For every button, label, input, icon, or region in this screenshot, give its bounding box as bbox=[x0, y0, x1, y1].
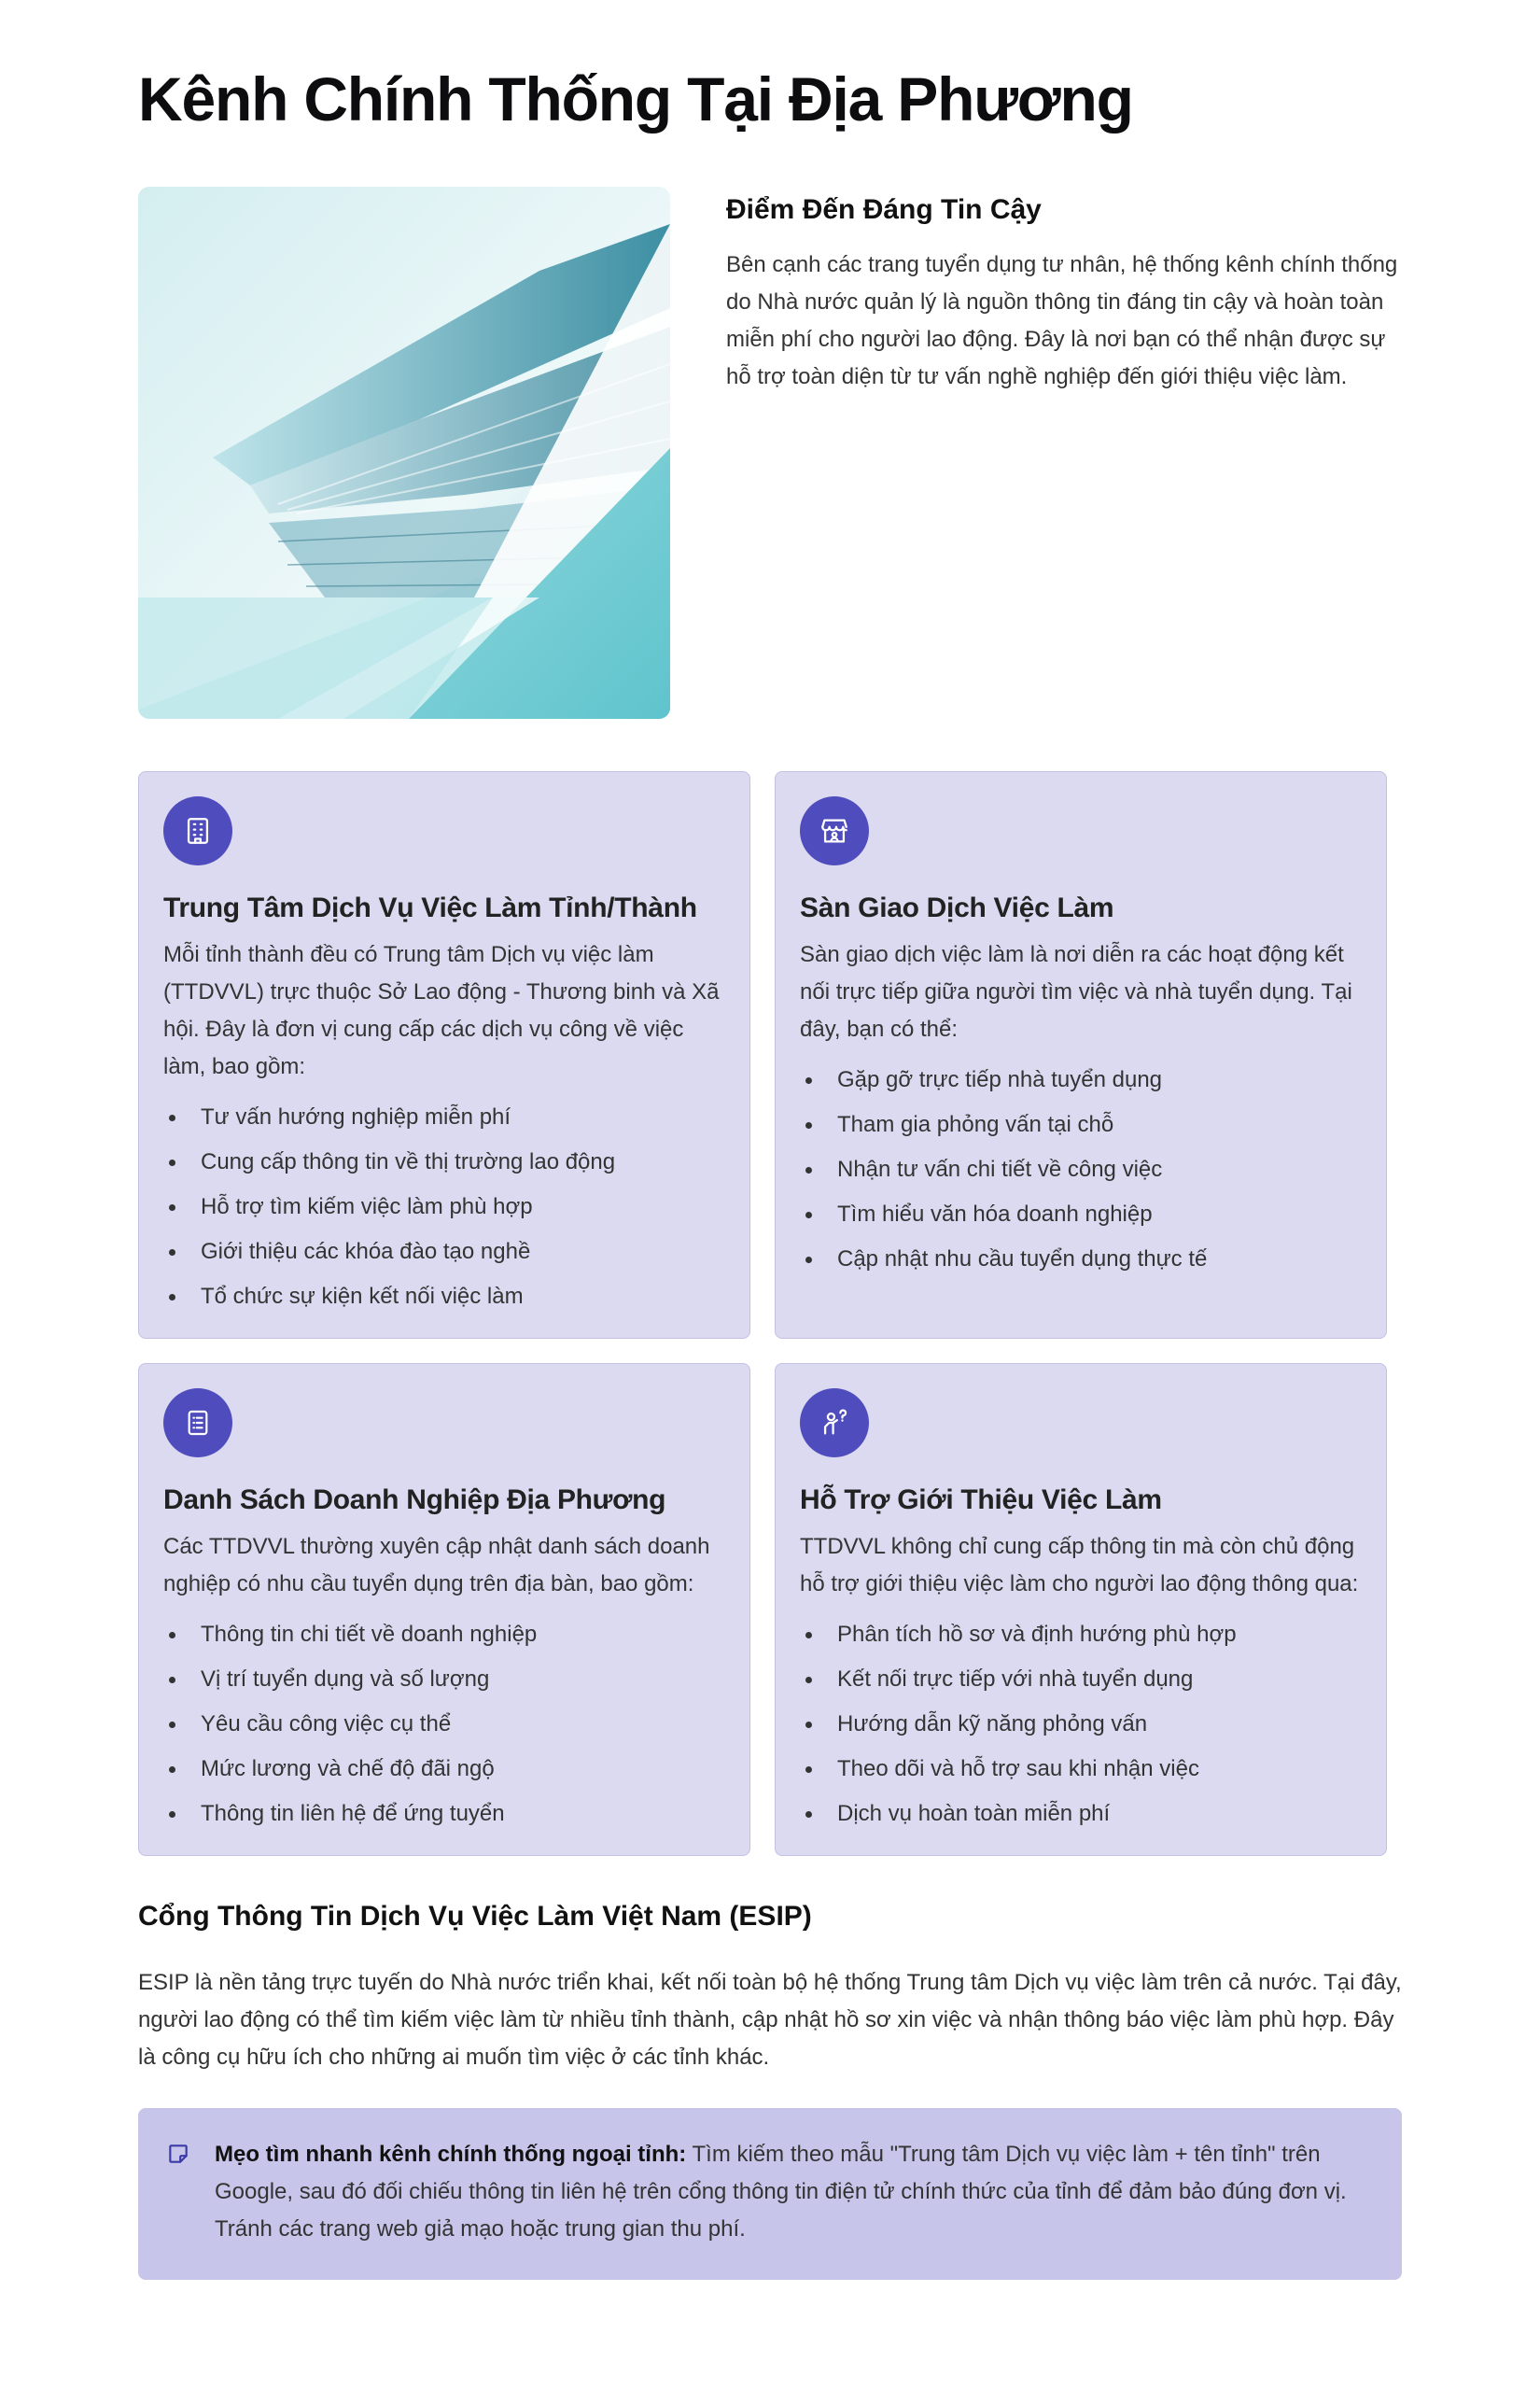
intro-heading: Điểm Đến Đáng Tin Cậy bbox=[726, 194, 1042, 225]
tip-body: Tìm kiếm theo mẫu "Trung tâm Dịch vụ việc làm + tên tỉnh" trên Google, sau đó đối chiếu thông tin liên hệ trên cổng thông tin điện tử chính thức của tỉnh để đảm bảo đúng đơn vị. Tránh các trang web giả mạo hoặc trung gian thu phí. bbox=[215, 2142, 1347, 2242]
list-item: Gặp gỡ trực tiếp nhà tuyển dụng bbox=[800, 1058, 1362, 1103]
page-title: Kênh Chính Thống Tại Địa Phương bbox=[138, 64, 1133, 134]
list-item: Cập nhật nhu cầu tuyển dụng thực tế bbox=[800, 1237, 1362, 1282]
list-item: Tư vấn hướng nghiệp miễn phí bbox=[163, 1095, 725, 1140]
list-item: Nhận tư vấn chi tiết về công việc bbox=[800, 1147, 1362, 1192]
intro-section bbox=[138, 187, 1402, 719]
intro-paragraph: Bên cạnh các trang tuyển dụng tư nhân, hệ thống kênh chính thống do Nhà nước quản lý là nguồn thông tin đáng tin cậy và hoàn toàn miễn phí cho người lao động. Đây là nơi bạn có thể nhận được sự hỗ trợ toàn diện từ tư vấn nghề nghiệp đến giới thiệu việc làm. bbox=[726, 252, 1398, 389]
card-description: Sàn giao dịch việc làm là nơi diễn ra các hoạt động kết nối trực tiếp giữa người tìm việc và nhà tuyển dụng. Tại đây, bạn có thể: bbox=[800, 942, 1352, 1042]
esip-heading: Cổng Thông Tin Dịch Vụ Việc Làm Việt Nam (ESIP) bbox=[138, 1901, 812, 1932]
card-title: Trung Tâm Dịch Vụ Việc Làm Tỉnh/Thành bbox=[163, 893, 697, 923]
card-title: Hỗ Trợ Giới Thiệu Việc Làm bbox=[800, 1484, 1162, 1515]
list-item: Giới thiệu các khóa đào tạo nghề bbox=[163, 1230, 725, 1274]
list-item: Kết nối trực tiếp với nhà tuyển dụng bbox=[800, 1657, 1362, 1702]
tip-callout bbox=[138, 2108, 1402, 2280]
channel-cards-grid bbox=[138, 771, 1402, 1856]
list-item: Dịch vụ hoàn toàn miễn phí bbox=[800, 1792, 1362, 1836]
list-item: Tìm hiểu văn hóa doanh nghiệp bbox=[800, 1192, 1362, 1237]
person-help-icon bbox=[800, 1388, 869, 1457]
tip-label: Mẹo tìm nhanh kênh chính thống ngoại tỉnh: bbox=[215, 2142, 687, 2167]
card-local-business-list bbox=[138, 1363, 750, 1856]
list-item: Cung cấp thông tin về thị trường lao động bbox=[163, 1140, 725, 1185]
esip-section bbox=[138, 1897, 1402, 2076]
list-item: Vị trí tuyển dụng và số lượng bbox=[163, 1657, 725, 1702]
card-list bbox=[163, 1095, 725, 1319]
list-item: Phân tích hồ sơ và định hướng phù hợp bbox=[800, 1612, 1362, 1657]
list-item: Mức lương và chế độ đãi ngộ bbox=[163, 1747, 725, 1792]
list-item: Thông tin chi tiết về doanh nghiệp bbox=[163, 1612, 725, 1657]
hero-image bbox=[138, 187, 670, 719]
card-job-referral-support bbox=[775, 1363, 1387, 1856]
list-item: Hướng dẫn kỹ năng phỏng vấn bbox=[800, 1702, 1362, 1747]
card-list bbox=[163, 1612, 725, 1836]
store-icon bbox=[800, 796, 869, 865]
card-description: Mỗi tỉnh thành đều có Trung tâm Dịch vụ việc làm (TTDVVL) trực thuộc Sở Lao động - Thương binh và Xã hội. Đây là đơn vị cung cấp các dịch vụ công về việc làm, bao gồm: bbox=[163, 942, 720, 1079]
list-item: Yêu cầu công việc cụ thể bbox=[163, 1702, 725, 1747]
list-item: Thông tin liên hệ để ứng tuyển bbox=[163, 1792, 725, 1836]
card-list bbox=[800, 1612, 1362, 1836]
card-title: Sàn Giao Dịch Việc Làm bbox=[800, 893, 1114, 923]
building-icon bbox=[163, 796, 232, 865]
list-item: Theo dõi và hỗ trợ sau khi nhận việc bbox=[800, 1747, 1362, 1792]
note-icon bbox=[166, 2136, 192, 2248]
esip-paragraph: ESIP là nền tảng trực tuyến do Nhà nước triển khai, kết nối toàn bộ hệ thống Trung tâm Dịch vụ việc làm trên cả nước. Tại đây, người lao động có thể tìm kiếm việc làm từ nhiều tỉnh thành, cập nhật hồ sơ xin việc và nhận thông báo việc làm phù hợp. Đây là công cụ hữu ích cho những ai muốn tìm việc ở các tỉnh khác. bbox=[138, 1970, 1402, 2070]
card-job-service-center bbox=[138, 771, 750, 1339]
list-item: Tổ chức sự kiện kết nối việc làm bbox=[163, 1274, 725, 1319]
card-description: TTDVVL không chỉ cung cấp thông tin mà còn chủ động hỗ trợ giới thiệu việc làm cho người lao động thông qua: bbox=[800, 1534, 1359, 1596]
list-item: Tham gia phỏng vấn tại chỗ bbox=[800, 1103, 1362, 1147]
card-job-exchange bbox=[775, 771, 1387, 1339]
tip-text bbox=[215, 2136, 1365, 2248]
card-description: Các TTDVVL thường xuyên cập nhật danh sách doanh nghiệp có nhu cầu tuyển dụng trên địa bàn, bao gồm: bbox=[163, 1534, 710, 1596]
card-list bbox=[800, 1058, 1362, 1282]
intro-text-block bbox=[726, 187, 1398, 719]
list-document-icon bbox=[163, 1388, 232, 1457]
card-title: Danh Sách Doanh Nghiệp Địa Phương bbox=[163, 1484, 666, 1515]
list-item: Hỗ trợ tìm kiếm việc làm phù hợp bbox=[163, 1185, 725, 1230]
